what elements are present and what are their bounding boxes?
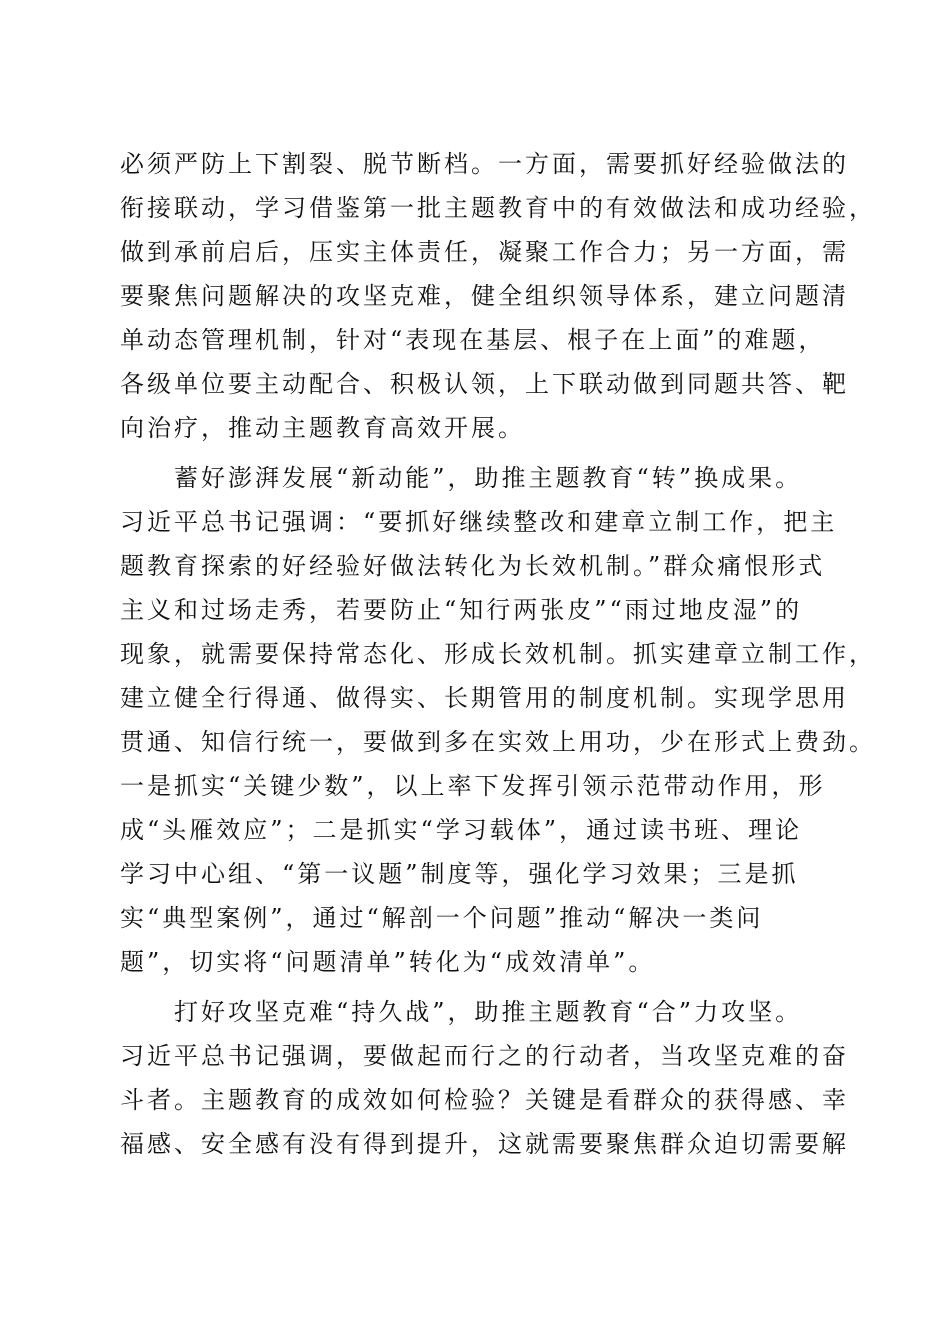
text-line: 衔接联动，学习借鉴第一批主题教育中的有效做法和成功经验，: [120, 194, 876, 222]
document-page: [120, 142, 876, 1166]
text-line: 斗者。主题教育的成效如何检验？关键是看群众的获得感、幸: [120, 1086, 849, 1114]
text-line: 做到承前启后，压实主体责任，凝聚工作合力；另一方面，需: [120, 238, 849, 266]
text-line: 要聚焦问题解决的攻坚克难，健全组织领导体系，建立问题清: [120, 282, 849, 310]
text-line: 习近平总书记强调：“要抓好继续整改和建章立制工作，把主: [120, 508, 838, 536]
text-line: 向治疗，推动主题教育高效开展。: [120, 414, 525, 442]
text-line: 各级单位要主动配合、积极认领，上下联动做到同题共答、靶: [120, 370, 849, 398]
text-line: 成“头雁效应”；二是抓实“学习载体”，通过读书班、理论: [120, 816, 803, 844]
text-line: 必须严防上下割裂、脱节断档。一方面，需要抓好经验做法的: [120, 150, 849, 178]
text-line: 现象，就需要保持常态化、形成长效机制。抓实建章立制工作，: [120, 640, 876, 668]
text-line: 贯通、知信行统一，要做到多在实效上用功，少在形式上费劲。: [120, 728, 876, 756]
paragraph-lead-line: 打好攻坚克难“持久战”，助推主题教育“合”力攻坚。: [174, 998, 803, 1026]
paragraph-continuation: [120, 142, 876, 450]
text-line: 建立健全行得通、做得实、长期管用的制度机制。实现学思用: [120, 684, 849, 712]
text-line: 主义和过场走秀，若要防止“知行两张皮”“雨过地皮湿”的: [120, 596, 803, 624]
paragraph-new-momentum: [120, 456, 876, 984]
text-line: 单动态管理机制，针对“表现在基层、根子在上面”的难题，: [120, 326, 826, 354]
text-line: 一是抓实“关键少数”，以上率下发挥引领示范带动作用，形: [120, 772, 826, 800]
text-line: 题”，切实将“问题清单”转化为“成效清单”。: [120, 948, 656, 976]
text-line: 福感、安全感有没有得到提升，这就需要聚焦群众迫切需要解: [120, 1130, 849, 1158]
text-line: 学习中心组、“第一议题”制度等，强化学习效果；三是抓: [120, 860, 799, 888]
paragraph-protracted-battle: [120, 990, 849, 1166]
text-line: 实“典型案例”，通过“解剖一个问题”推动“解决一类问: [120, 904, 764, 932]
paragraph-lead-line: 蓄好澎湃发展“新动能”，助推主题教育“转”换成果。: [174, 464, 803, 492]
text-line: 题教育探索的好经验好做法转化为长效机制。”群众痛恨形式: [120, 552, 826, 580]
text-line: 习近平总书记强调，要做起而行之的行动者，当攻坚克难的奋: [120, 1042, 849, 1070]
